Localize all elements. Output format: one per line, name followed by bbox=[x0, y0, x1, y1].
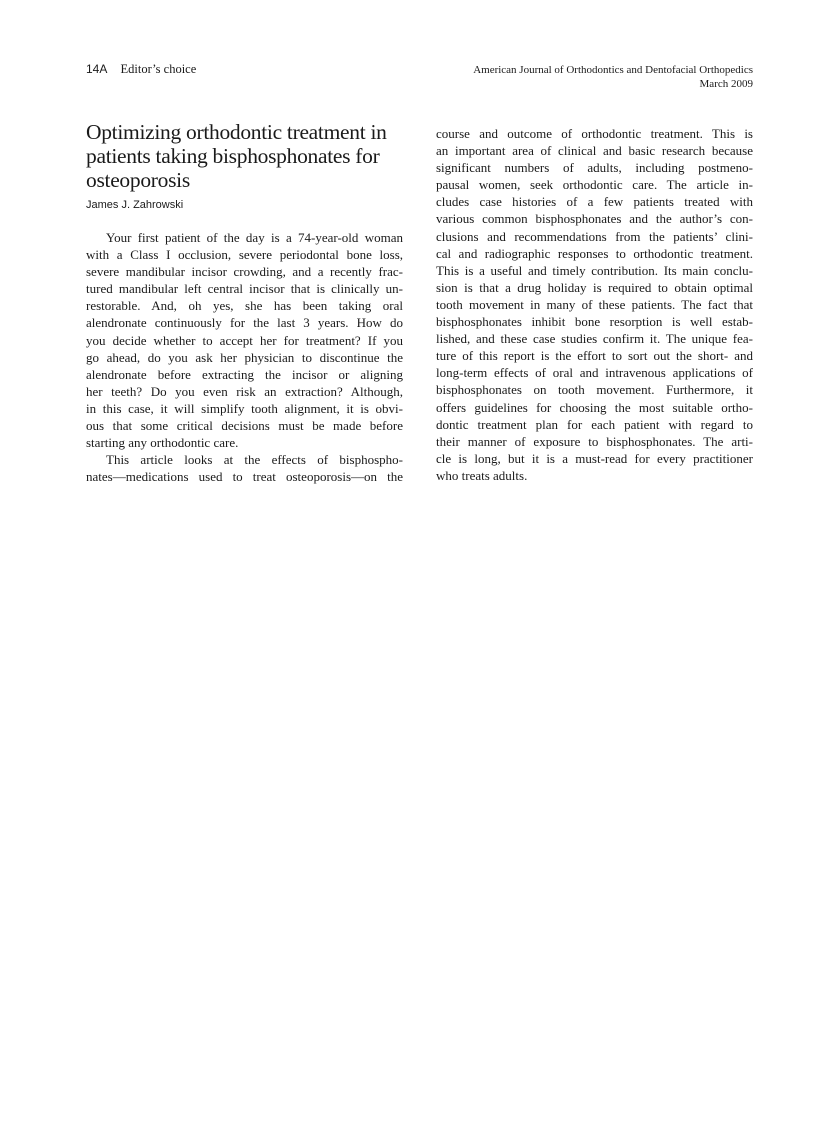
body-text-line: This article looks at the effects of bisphospho- bbox=[106, 452, 403, 468]
title-line: osteoporosis bbox=[86, 168, 190, 192]
body-text-line: nates—medications used to treat osteoporosis—on the bbox=[86, 469, 403, 485]
body-text-line: starting any orthodontic care. bbox=[86, 435, 239, 451]
right-column bbox=[436, 125, 753, 484]
body-text-line: bisphosphonates inhibit bone resorption is well estab- bbox=[436, 314, 753, 330]
body-text-line: This is a useful and timely contribution. Its main conclu- bbox=[436, 262, 753, 278]
title-line: Optimizing orthodontic treatment in bbox=[86, 120, 387, 144]
left-column bbox=[86, 229, 403, 485]
body-text-line: tured mandibular left central incisor that is clinically un- bbox=[86, 281, 403, 297]
body-text-line: cludes case histories of a few patients treated with bbox=[436, 194, 753, 210]
body-text-line: who treats adults. bbox=[436, 467, 528, 483]
body-text-line: go ahead, do you ask her physician to discontinue the bbox=[86, 349, 403, 365]
body-text-line: you decide whether to accept her for treatment? If you bbox=[86, 332, 403, 348]
author-name: James J. Zahrowski bbox=[86, 199, 184, 211]
body-text-line: their manner of exposure to bisphosphonates. The arti- bbox=[436, 433, 753, 449]
body-text-line: cle is long, but it is a must-read for every practitioner bbox=[436, 450, 753, 466]
body-text-line: various common bisphosphonates and the author’s con- bbox=[436, 211, 753, 227]
body-text-line: lished, and these case studies confirm it. The unique fea- bbox=[436, 331, 753, 347]
body-text-line: cal and radiographic responses to orthodontic treatment. bbox=[436, 245, 753, 261]
body-text-line: her teeth? Do you even risk an extraction? Although, bbox=[86, 383, 403, 399]
body-text-line: offers guidelines for choosing the most suitable ortho- bbox=[436, 399, 753, 415]
running-header-right bbox=[473, 63, 753, 91]
body-text-line: with a Class I occlusion, severe periodontal bone loss, bbox=[86, 247, 403, 263]
title-line: patients taking bisphosphonates for bbox=[86, 144, 380, 168]
body-text-line: tooth movement in many of these patients. The fact that bbox=[436, 296, 753, 312]
body-text-line: alendronate continuously for the last 3 years. How do bbox=[86, 315, 403, 331]
body-text-line: an important area of clinical and basic research because bbox=[436, 143, 753, 159]
body-text-line: Your first patient of the day is a 74-year-old woman bbox=[106, 230, 403, 245]
body-text-line: dontic treatment plan for each patient with regard to bbox=[436, 416, 753, 432]
body-text-line: alendronate before extracting the incisor or aligning bbox=[86, 366, 403, 382]
body-text-line: clusions and recommendations from the patients’ clini- bbox=[436, 228, 753, 244]
running-header-left bbox=[86, 62, 196, 77]
page-number: 14A bbox=[86, 62, 108, 76]
body-text-line: pausal women, seek orthodontic care. The article in- bbox=[436, 177, 753, 193]
body-text-line: sion is that a drug holiday is required to obtain optimal bbox=[436, 279, 753, 295]
section-label: Editor’s choice bbox=[120, 62, 197, 76]
body-text-line: significant numbers of adults, including postmeno- bbox=[436, 160, 753, 176]
issue-date: March 2009 bbox=[699, 78, 753, 90]
body-text-line: ous that some critical decisions must be made before bbox=[86, 418, 403, 434]
body-text-line: restorable. And, oh yes, she has been taking oral bbox=[86, 298, 403, 314]
body-text-line: bisphosphonates on tooth movement. Furthermore, it bbox=[436, 382, 753, 398]
body-text-line: in this case, it will simplify tooth alignment, it is obvi- bbox=[86, 400, 403, 416]
body-text-line: severe mandibular incisor crowding, and a recently frac- bbox=[86, 264, 403, 280]
body-text-line: course and outcome of orthodontic treatment. This is bbox=[436, 126, 753, 141]
journal-name: American Journal of Orthodontics and Dentofacial Orthopedics bbox=[473, 64, 753, 76]
body-text-line: long-term effects of oral and intravenous applications of bbox=[436, 365, 753, 381]
body-text-line: ture of this report is the effort to sort out the short- and bbox=[436, 348, 753, 364]
article-title bbox=[86, 120, 416, 192]
